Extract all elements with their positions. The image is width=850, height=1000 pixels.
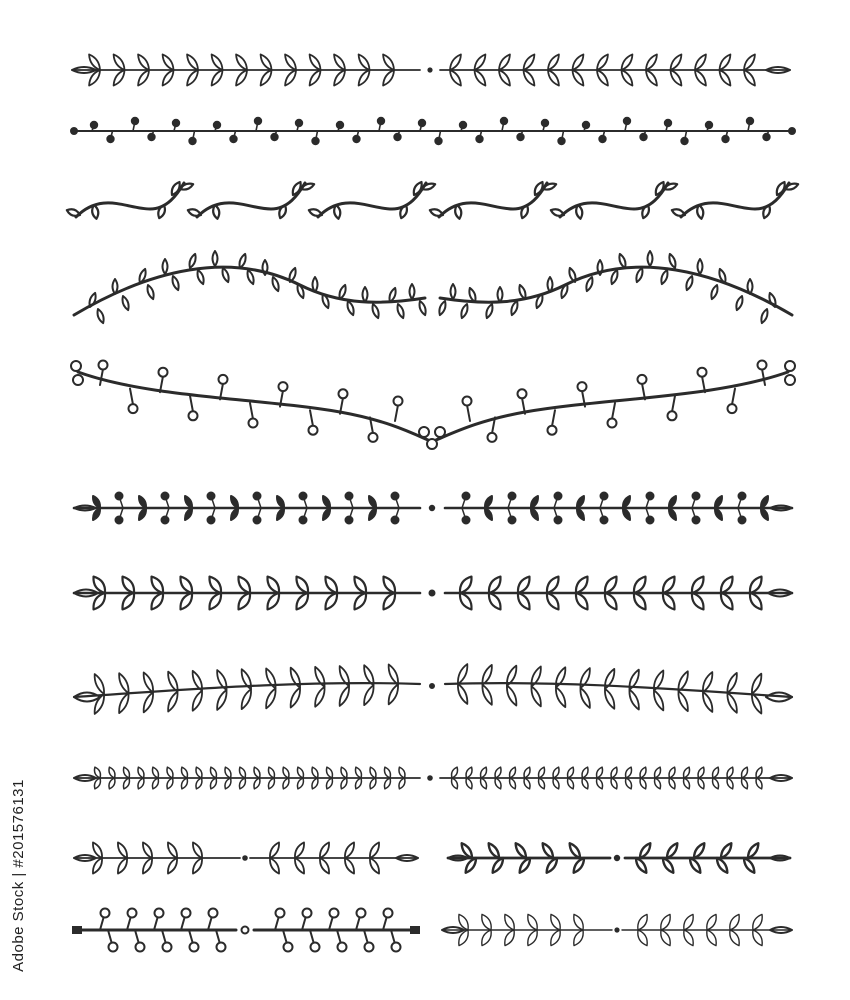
divider-short-thin-outline-laurel — [442, 914, 792, 945]
divider-dot-sprig — [71, 118, 795, 144]
divider-short-filled-leaf-laurel — [448, 843, 790, 872]
stock-id-label — [4, 770, 32, 980]
divider-arched-leaf-branches — [74, 251, 792, 323]
divider-wavy-leaf-sprigs — [67, 182, 798, 219]
divider-curled-outline-leaf-laurel — [74, 664, 792, 714]
stock-id-text: Adobe Stock | #201576131 — [9, 778, 27, 972]
divider-filled-leaf-berry-laurel — [74, 493, 792, 524]
divider-short-ring-branch — [72, 909, 420, 952]
divider-swag-berry-branch — [71, 361, 795, 450]
divider-short-outline-laurel — [74, 842, 418, 873]
divider-outline-leaf-laurel — [72, 54, 790, 85]
divider-small-scallop-laurel — [74, 767, 792, 789]
divider-heart-leaf-laurel — [74, 577, 792, 610]
